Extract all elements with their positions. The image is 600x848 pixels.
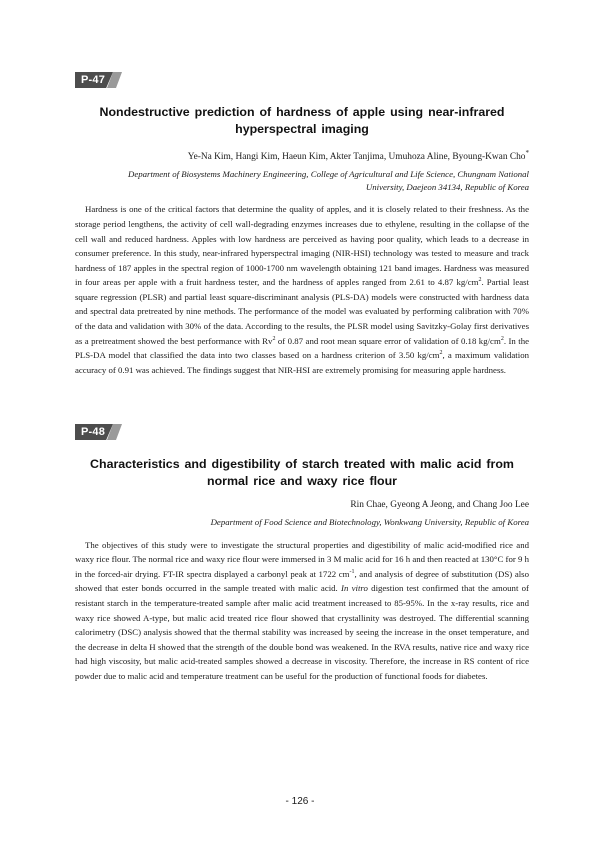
abstract-title-line: Nondestructive prediction of hardness of apple using near-infrared xyxy=(99,105,505,119)
body-text: of 0.87 and root mean square error of validation of 0.18 kg/cm xyxy=(275,335,501,346)
body-text: The objectives of this study were to investigate the structural properties and digestibility of malic acid-modified rice and waxy rice flour. The normal rice and waxy rice flour were immersed in 3 M malic acid for 16 h and then reacted at 130°C for 9 h in the forced-air drying. FT-IR spectra displayed a carbonyl peak at 1722 cm xyxy=(75,539,529,579)
abstract-authors xyxy=(75,147,529,164)
body-text: digestion test confirmed that the amount of resistant starch in the temperature-treated sample after malic acid treatment increased to 85-95%. In the x-ray results, rice and waxy rice showed A-type, but malic acid treated rice flour showed that crystallinity was destroyed. The differential scanning calorimetry (DSC) analysis showed that the thermal stability was increased by seeing the increase in the onset temperature, and the decrease in delta H showed that the strength of the double bond was weakened. In the RVA results, native rice and waxy rice had high viscosity, but malic acid-treated samples showed a decrease in viscosity. Therefore, the increase in RS content of rice powder due to malic acid and temperature treatment can be useful for the production of functional foods for diabetes. xyxy=(75,583,529,681)
body-text: Hardness is one of the critical factors that determine the quality of apples, and it is closely related to their freshness. As the storage period lengthens, the activity of cell wall-degrading enzymes increases due to ethylene, resulting in the collapse of the cell wall and reduced hardness. Apples with low hardness are perceived as having poor quality, which leads to a decrease in consumer preference. In this study, near-infrared hyperspectral imaging (NIR-HSI) technology was tested to measure and track hardness of 187 apples in the spectral region of 1000-1700 nm wavelength obtaining 121 band images. Hardness was measured in four areas per apple with a fruit hardness tester, and the hardness of apples ranged from 2.61 to 4.87 kg/cm xyxy=(75,204,529,288)
abstract-p48 xyxy=(75,424,529,692)
abstract-title-line: hyperspectral imaging xyxy=(235,122,369,136)
author-list: Rin Chae, Gyeong A Jeong, and Chang Joo Lee xyxy=(350,500,529,510)
body-text: , and analysis of degree of substitution (DS) also showed that ester bonds occurred in the sample treated with malic acid. xyxy=(75,568,529,594)
italic-term: In vitro xyxy=(341,583,368,594)
page-number: - 126 - xyxy=(285,796,315,807)
abstract-authors xyxy=(75,499,529,512)
affiliation-line: Department of Food Science and Biotechnology, Wonkwang University, Republic of Korea xyxy=(210,517,529,527)
abstract-title xyxy=(75,456,529,490)
superscript: 2 xyxy=(478,277,482,284)
abstract-badge-label: P-48 xyxy=(81,426,106,438)
abstract-badge xyxy=(75,72,125,88)
abstract-affiliation xyxy=(75,168,529,193)
superscript: -1 xyxy=(349,568,355,575)
abstract-p47 xyxy=(75,72,529,386)
abstract-title-line: normal rice and waxy rice flour xyxy=(207,474,397,488)
corresponding-author-mark: * xyxy=(525,149,529,157)
affiliation-line: University, Daejeon 34134, Republic of Korea xyxy=(365,181,529,192)
abstract-body xyxy=(75,538,529,684)
body-text: . Partial least square regression (PLSR) and partial least square-discriminant analysis (PLS-DA) models were constructed with hardness data and spectral data pretreated by nine methods. The performance of the model was evaluated by performing calibration with 70% of the data and validation with 30% of the data. According to the results, the PLSR model using Savitzky-Golay first derivatives as a pretreatment showed the best performance with Rv xyxy=(75,277,529,346)
body-text: . In the PLS-DA model that classified the data into two classes based on a hardness criterion of 3.50 kg/cm xyxy=(75,335,529,361)
body-text: , a maximum validation accuracy of 0.91 was achieved. The findings suggest that NIR-HSI are extremely promising for measuring apple hardness. xyxy=(75,350,529,375)
abstract-badge-label: P-47 xyxy=(81,74,106,86)
superscript: 2 xyxy=(272,335,276,342)
abstract-badge xyxy=(75,424,125,440)
affiliation-line: Department of Biosystems Machinery Engineering, College of Agricultural and Life Science, Chungnam National xyxy=(127,169,529,180)
abstract-body xyxy=(75,202,529,377)
abstract-affiliation xyxy=(75,516,529,529)
abstract-title xyxy=(75,104,529,138)
superscript: 2 xyxy=(439,350,443,357)
author-list: Ye-Na Kim, Hangi Kim, Haeun Kim, Akter Tanjima, Umuhoza Aline, Byoung-Kwan Cho xyxy=(187,152,526,163)
abstract-title-line: Characteristics and digestibility of starch treated with malic acid from xyxy=(90,457,514,471)
superscript: 2 xyxy=(500,335,504,342)
